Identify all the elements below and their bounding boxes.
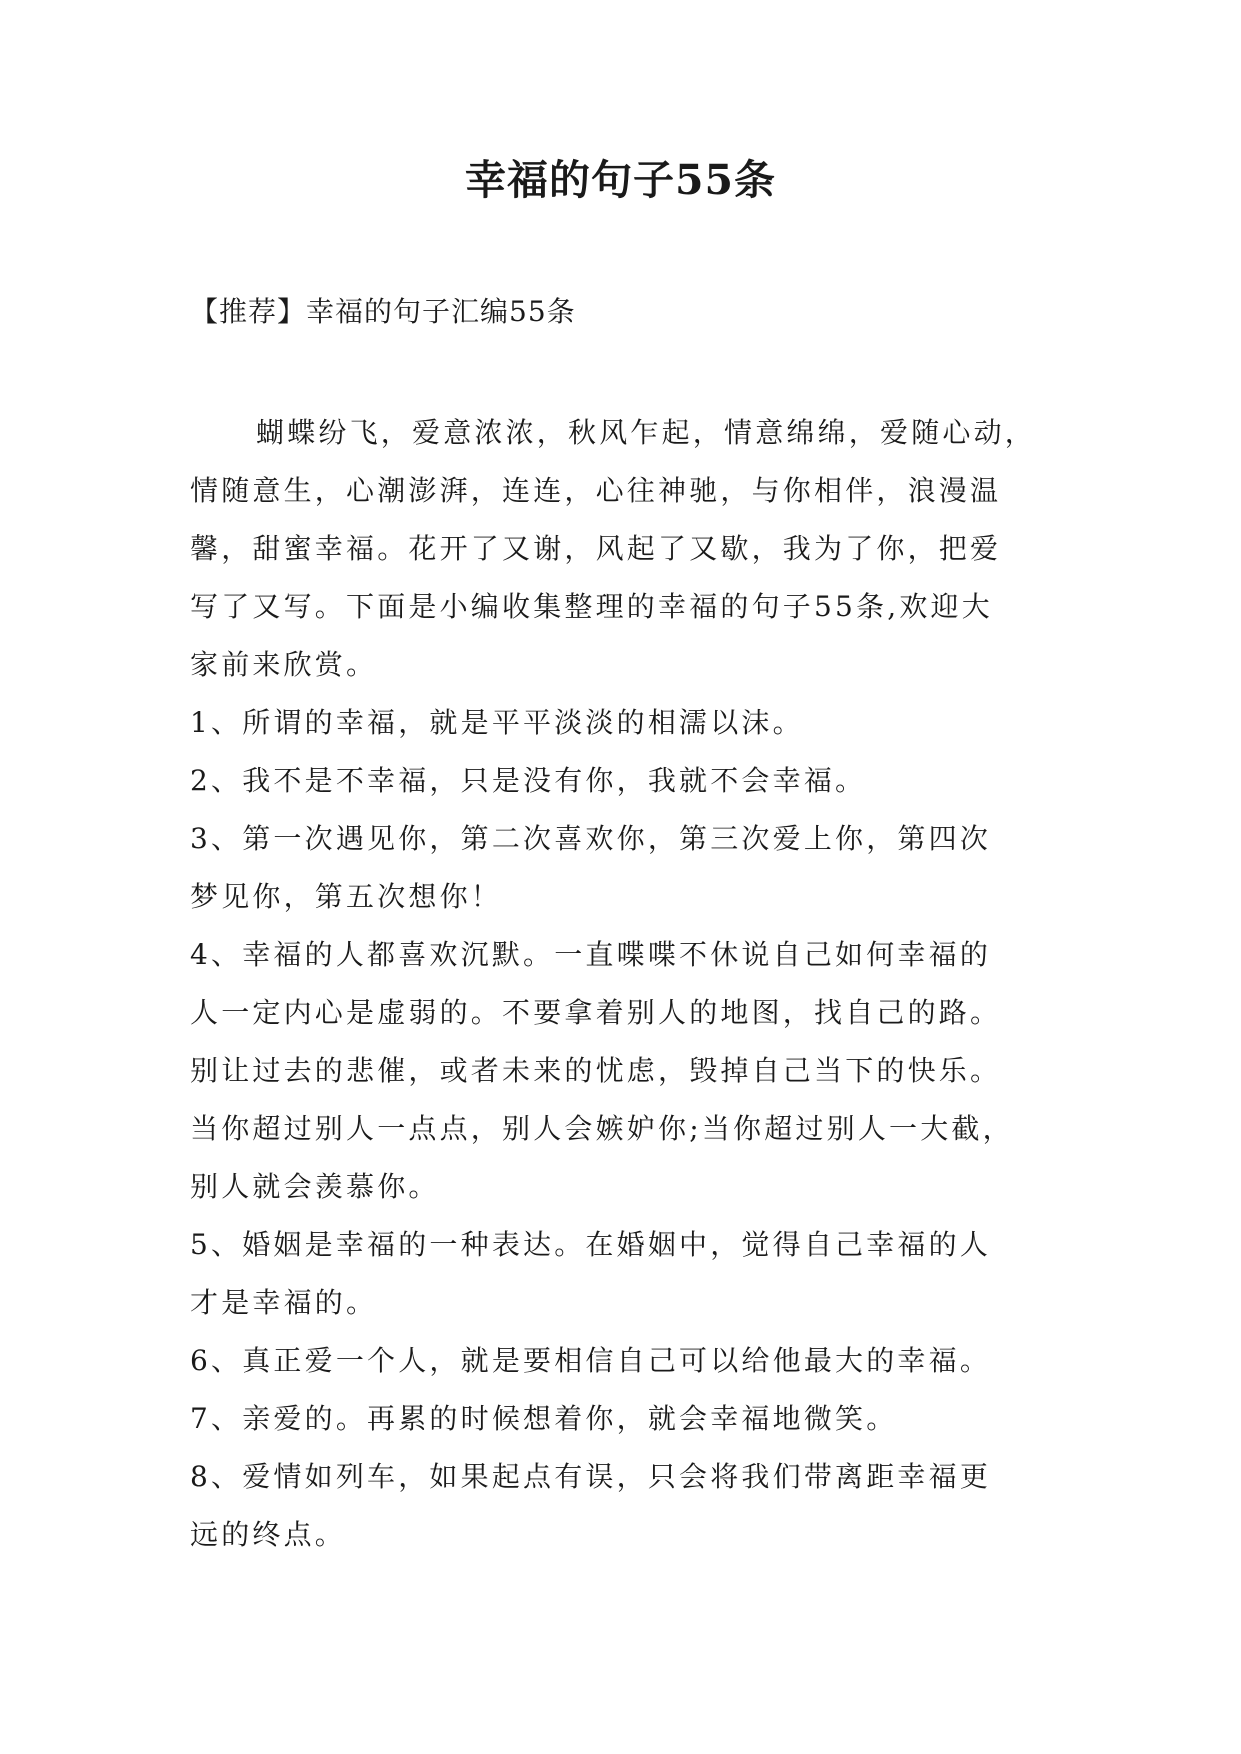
paragraph-line: 馨，甜蜜幸福。花开了又谢，风起了又歇，我为了你，把爱 bbox=[190, 532, 1002, 565]
list-item-line: 当你超过别人一点点，别人会嫉妒你;当你超过别人一大截， bbox=[190, 1112, 1014, 1145]
list-item-line: 5、婚姻是幸福的一种表达。在婚姻中，觉得自己幸福的人 bbox=[190, 1228, 992, 1261]
list-item-line: 别人就会羡慕你。 bbox=[190, 1170, 440, 1203]
document-body bbox=[190, 404, 1070, 1564]
paragraph-line: 蝴蝶纷飞，爱意浓浓，秋风乍起，情意绵绵，爱随心动， bbox=[256, 416, 1037, 449]
list-item-line: 梦见你，第五次想你！ bbox=[190, 880, 503, 913]
list-item-line: 1、所谓的幸福，就是平平淡淡的相濡以沫。 bbox=[190, 706, 804, 739]
document-title: 幸福的句子55条 bbox=[464, 156, 777, 204]
paragraph-line: 情随意生，心潮澎湃，连连，心往神驰，与你相伴，浪漫温 bbox=[190, 474, 1002, 507]
list-item-line: 2、我不是不幸福，只是没有你，我就不会幸福。 bbox=[190, 764, 867, 797]
paragraph-line: 写了又写。下面是小编收集整理的幸福的句子55条,欢迎大 bbox=[190, 590, 993, 623]
list-item-line: 3、第一次遇见你，第二次喜欢你，第三次爱上你，第四次 bbox=[190, 822, 992, 855]
list-item-line: 远的终点。 bbox=[190, 1518, 347, 1551]
list-item-line: 人一定内心是虚弱的。不要拿着别人的地图，找自己的路。 bbox=[190, 996, 1002, 1029]
list-item-line: 别让过去的悲催，或者未来的忧虑，毁掉自己当下的快乐。 bbox=[190, 1054, 1002, 1087]
list-item-line: 6、真正爱一个人，就是要相信自己可以给他最大的幸福。 bbox=[190, 1344, 992, 1377]
list-item-line: 4、幸福的人都喜欢沉默。一直喋喋不休说自己如何幸福的 bbox=[190, 938, 992, 971]
document-subtitle: 【推荐】幸福的句子汇编55条 bbox=[190, 295, 576, 328]
list-item-line: 7、亲爱的。再累的时候想着你，就会幸福地微笑。 bbox=[190, 1402, 898, 1435]
list-item-line: 8、爱情如列车，如果起点有误，只会将我们带离距幸福更 bbox=[190, 1460, 992, 1493]
list-item-line: 才是幸福的。 bbox=[190, 1286, 378, 1319]
paragraph-line: 家前来欣赏。 bbox=[190, 648, 378, 681]
